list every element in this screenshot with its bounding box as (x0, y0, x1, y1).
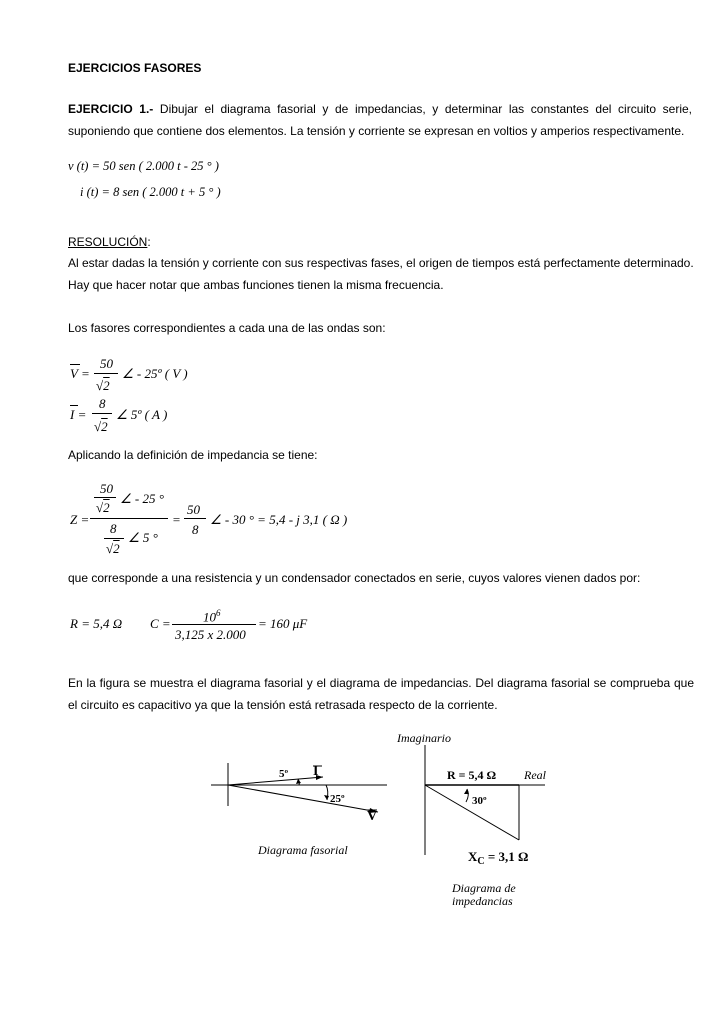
resistance-label: R = 5,4 Ω (447, 768, 497, 782)
resolution-heading-text: RESOLUCIÓN (68, 235, 148, 249)
resistance-value: R = 5,4 Ω (70, 616, 123, 631)
current-angle-arc-arrow (296, 779, 301, 784)
c-rhs: = 160 μF (258, 616, 308, 631)
impedance-caption-line1: Diagrama de (452, 881, 516, 895)
current-equation: i (t) = 8 sen ( 2.000 t + 5 ° ) (80, 185, 221, 199)
current-phasor-label: I (313, 764, 319, 779)
i-lhs: I = (70, 407, 87, 422)
voltage-angle-arc-arrow (324, 795, 329, 800)
resolution-paragraph-1: Al estar dadas la tensión y corriente con sus respectivas fases, el origen de tiempos está perfectamente determinado. (68, 256, 694, 270)
z-num-sqrt-sign: √ (96, 500, 104, 515)
v-angle: ∠ - 25º ( V ) (122, 366, 188, 381)
voltage-equation: v (t) = 50 sen ( 2.000 t - 25 ° ) (68, 159, 219, 173)
z-den-num: 8 (110, 521, 117, 536)
reactance-label (468, 850, 528, 866)
imaginary-axis-label: Imaginario (397, 731, 451, 745)
i-denominator-value: 2 (101, 419, 108, 434)
c-denominator: 3,125 x 2.000 (175, 627, 246, 642)
v-lhs: V = (70, 366, 90, 381)
z-num-den-value: 2 (103, 500, 110, 515)
c-numerator-exponent: 6 (216, 608, 221, 618)
v-numerator: 50 (100, 356, 113, 371)
z-den-angle: ∠ 5 ° (128, 530, 158, 545)
phasor-diagram-caption: Diagrama fasorial (258, 843, 348, 857)
z-result: ∠ - 30 ° = 5,4 - j 3,1 ( Ω ) (210, 512, 348, 527)
resolution-paragraph-6: En la figura se muestra el diagrama fasorial y el diagrama de impedancias. Del diagrama fasorial se comprueba que el circuito es capacitivo ya que la tensión está retrasada respecto de la corriente. (68, 676, 694, 712)
voltage-phasor-line (228, 785, 378, 812)
z-ratio-den: 8 (192, 522, 199, 537)
z-equals: = (172, 512, 181, 527)
i-numerator: 8 (99, 396, 106, 411)
v-denominator-value: 2 (103, 378, 110, 393)
exercise-label: EJERCICIO 1.- (68, 102, 154, 116)
real-axis-label: Real (524, 768, 546, 782)
resolution-paragraph-5: que corresponde a una resistencia y un condensador conectados en serie, cuyos valores vienen dados por: (68, 571, 641, 585)
voltage-phasor-label: V (367, 809, 378, 824)
i-angle: ∠ 5º ( A ) (116, 407, 168, 422)
resolution-paragraph-4: Aplicando la definición de impedancia se tiene: (68, 448, 318, 462)
exercise-text: Dibujar el diagrama fasorial y de impedancias, y determinar las constantes del circuito serie, suponiendo que contiene dos elementos. La tensión y corriente se expresan en voltios y amperios respectivamente. (68, 102, 692, 138)
resolution-paragraph-3: Los fasores correspondientes a cada una de las ondas son: (68, 321, 386, 335)
z-num-num: 50 (100, 481, 113, 496)
v-sqrt-sign: √ (96, 378, 104, 393)
current-phasor-line (228, 777, 323, 785)
reactance-value: = 3,1 Ω (487, 849, 529, 864)
z-lhs: Z = (70, 512, 90, 527)
voltage-angle-label: 25º (330, 793, 345, 805)
z-num-angle: ∠ - 25 ° (120, 491, 164, 506)
reactance-symbol: X (468, 849, 478, 864)
c-lhs: C = (150, 616, 171, 631)
impedance-caption-line2: impedancias (452, 894, 513, 908)
z-den-den-value: 2 (113, 541, 120, 556)
z-ratio-num: 50 (187, 502, 200, 517)
impedance-angle-label: 30º (472, 795, 487, 807)
z-den-sqrt-sign: √ (106, 541, 114, 556)
i-sqrt-sign: √ (94, 419, 102, 434)
current-angle-label: 5º (279, 768, 289, 780)
reactance-subscript: C (477, 856, 485, 867)
resolution-heading-colon: : (147, 235, 151, 249)
c-numerator-base: 10 (203, 609, 216, 625)
resolution-paragraph-2: Hay que hacer notar que ambas funciones tienen la misma frecuencia. (68, 278, 444, 292)
page-title: EJERCICIOS FASORES (68, 61, 202, 75)
